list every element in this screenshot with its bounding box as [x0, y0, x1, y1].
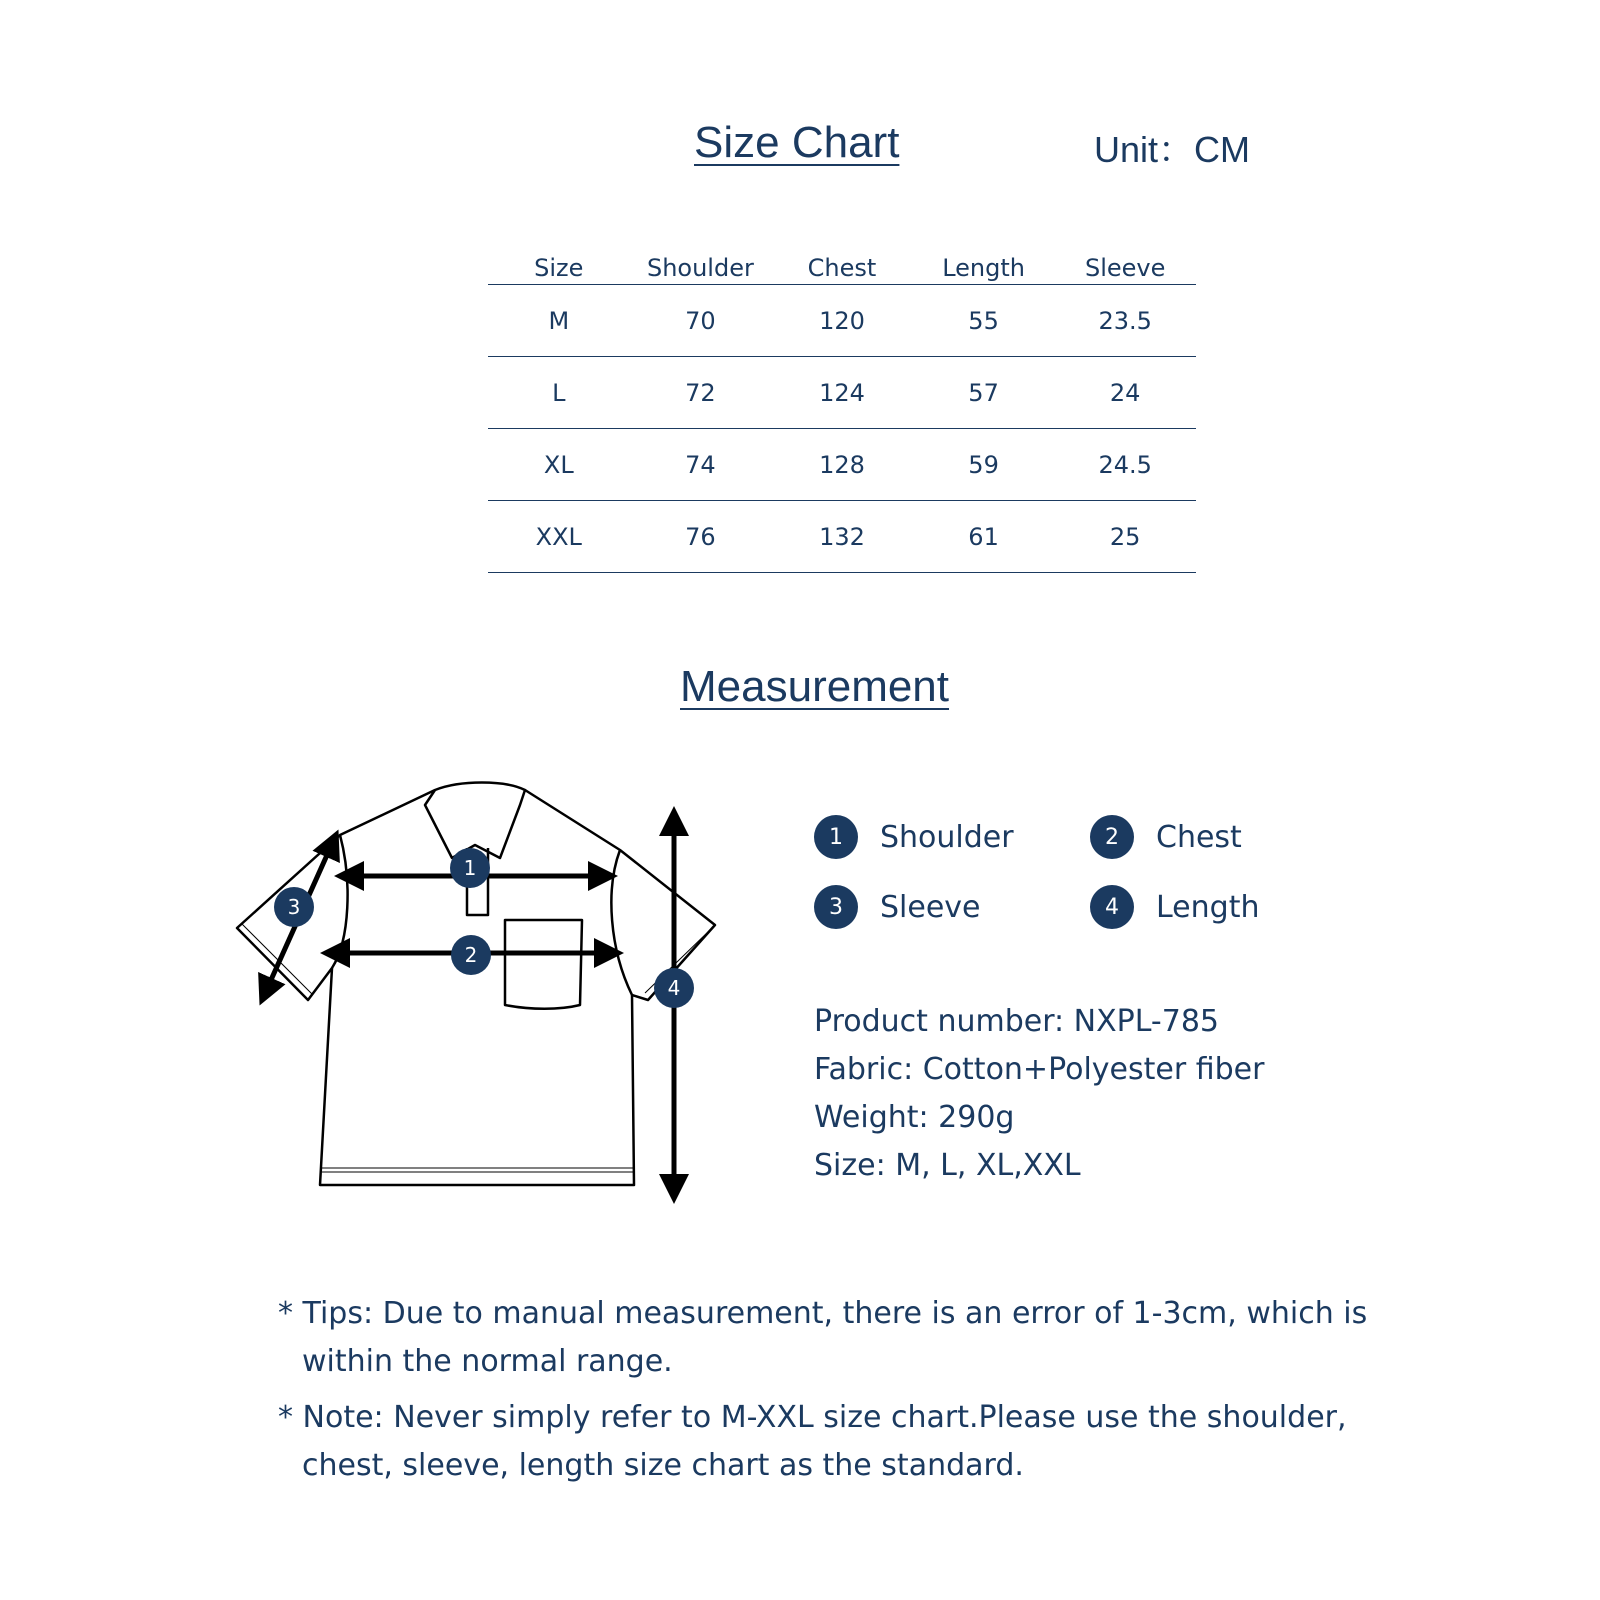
measurement-title: Measurement: [680, 662, 950, 711]
badge-1: 1: [814, 815, 858, 859]
cell-length: 55: [968, 306, 999, 335]
marker-1: [450, 848, 490, 888]
legend-label: Chest: [1156, 819, 1242, 855]
badge-3: 3: [814, 885, 858, 929]
unit-label: Unit：CM: [1094, 129, 1251, 170]
cell-size: M: [548, 306, 570, 335]
table-row: [488, 357, 1196, 429]
product-sizes: Size: M, L, XL,XXL: [814, 1148, 1081, 1183]
cell-shoulder: 76: [685, 522, 716, 551]
table-header-row: [488, 250, 1196, 285]
product-weight: Weight: 290g: [814, 1100, 1015, 1135]
size-table: [488, 250, 1196, 573]
product-number: Product number: NXPL-785: [814, 1004, 1219, 1039]
table-row: [488, 285, 1196, 357]
badge-2: 2: [1090, 815, 1134, 859]
product-info: [814, 998, 1264, 1190]
cell-length: 59: [968, 450, 999, 479]
header-length: Length: [942, 254, 1025, 282]
cell-size: XL: [543, 450, 574, 479]
legend-label: Sleeve: [880, 889, 981, 925]
shirt-diagram: [220, 770, 740, 1220]
svg-text:1: 1: [463, 856, 477, 880]
marker-4: [654, 968, 694, 1008]
legend-item-length: [1090, 885, 1259, 929]
header-chest: Chest: [807, 254, 877, 282]
table-row: [488, 501, 1196, 573]
cell-shoulder: 72: [685, 378, 716, 407]
cell-size: XXL: [535, 522, 582, 551]
svg-text:3: 3: [287, 895, 301, 919]
cell-chest: 120: [819, 306, 865, 335]
marker-3: [274, 887, 314, 927]
tips-section: [278, 1290, 1388, 1498]
legend-label: Shoulder: [880, 819, 1014, 855]
badge-4: 4: [1090, 885, 1134, 929]
tip-size-note: * Note: Never simply refer to M-XXL size chart.Please use the shoulder, chest, sleeve, length size chart as the standard.: [278, 1400, 1347, 1483]
cell-sleeve: 25: [1109, 522, 1141, 551]
cell-shoulder: 70: [685, 306, 716, 335]
header-sleeve: Sleeve: [1084, 254, 1166, 282]
cell-chest: 128: [819, 450, 865, 479]
product-fabric: Fabric: Cotton+Polyester fiber: [814, 1052, 1265, 1087]
size-chart-title: Size Chart: [694, 118, 900, 167]
cell-chest: 124: [819, 378, 865, 407]
cell-shoulder: 74: [685, 450, 716, 479]
cell-sleeve: 24: [1109, 378, 1141, 407]
cell-length: 57: [968, 378, 999, 407]
cell-chest: 132: [819, 522, 865, 551]
cell-length: 61: [968, 522, 999, 551]
legend-label: Length: [1156, 889, 1260, 925]
cell-size: L: [552, 378, 566, 407]
legend-item-sleeve: [814, 885, 981, 929]
svg-text:4: 4: [667, 976, 681, 1000]
svg-text:2: 2: [464, 943, 478, 967]
cell-sleeve: 24.5: [1098, 450, 1152, 479]
polo-shirt-outline: [237, 783, 715, 1186]
header-size: Size: [534, 254, 584, 282]
legend-item-chest: [1090, 815, 1242, 859]
tip-measurement-error: * Tips: Due to manual measurement, there is an error of 1-3cm, which is within the normal range.: [278, 1296, 1368, 1379]
marker-2: [451, 935, 491, 975]
cell-sleeve: 23.5: [1098, 306, 1152, 335]
legend-item-shoulder: [814, 815, 1014, 859]
table-row: [488, 429, 1196, 501]
header-shoulder: Shoulder: [646, 254, 754, 282]
